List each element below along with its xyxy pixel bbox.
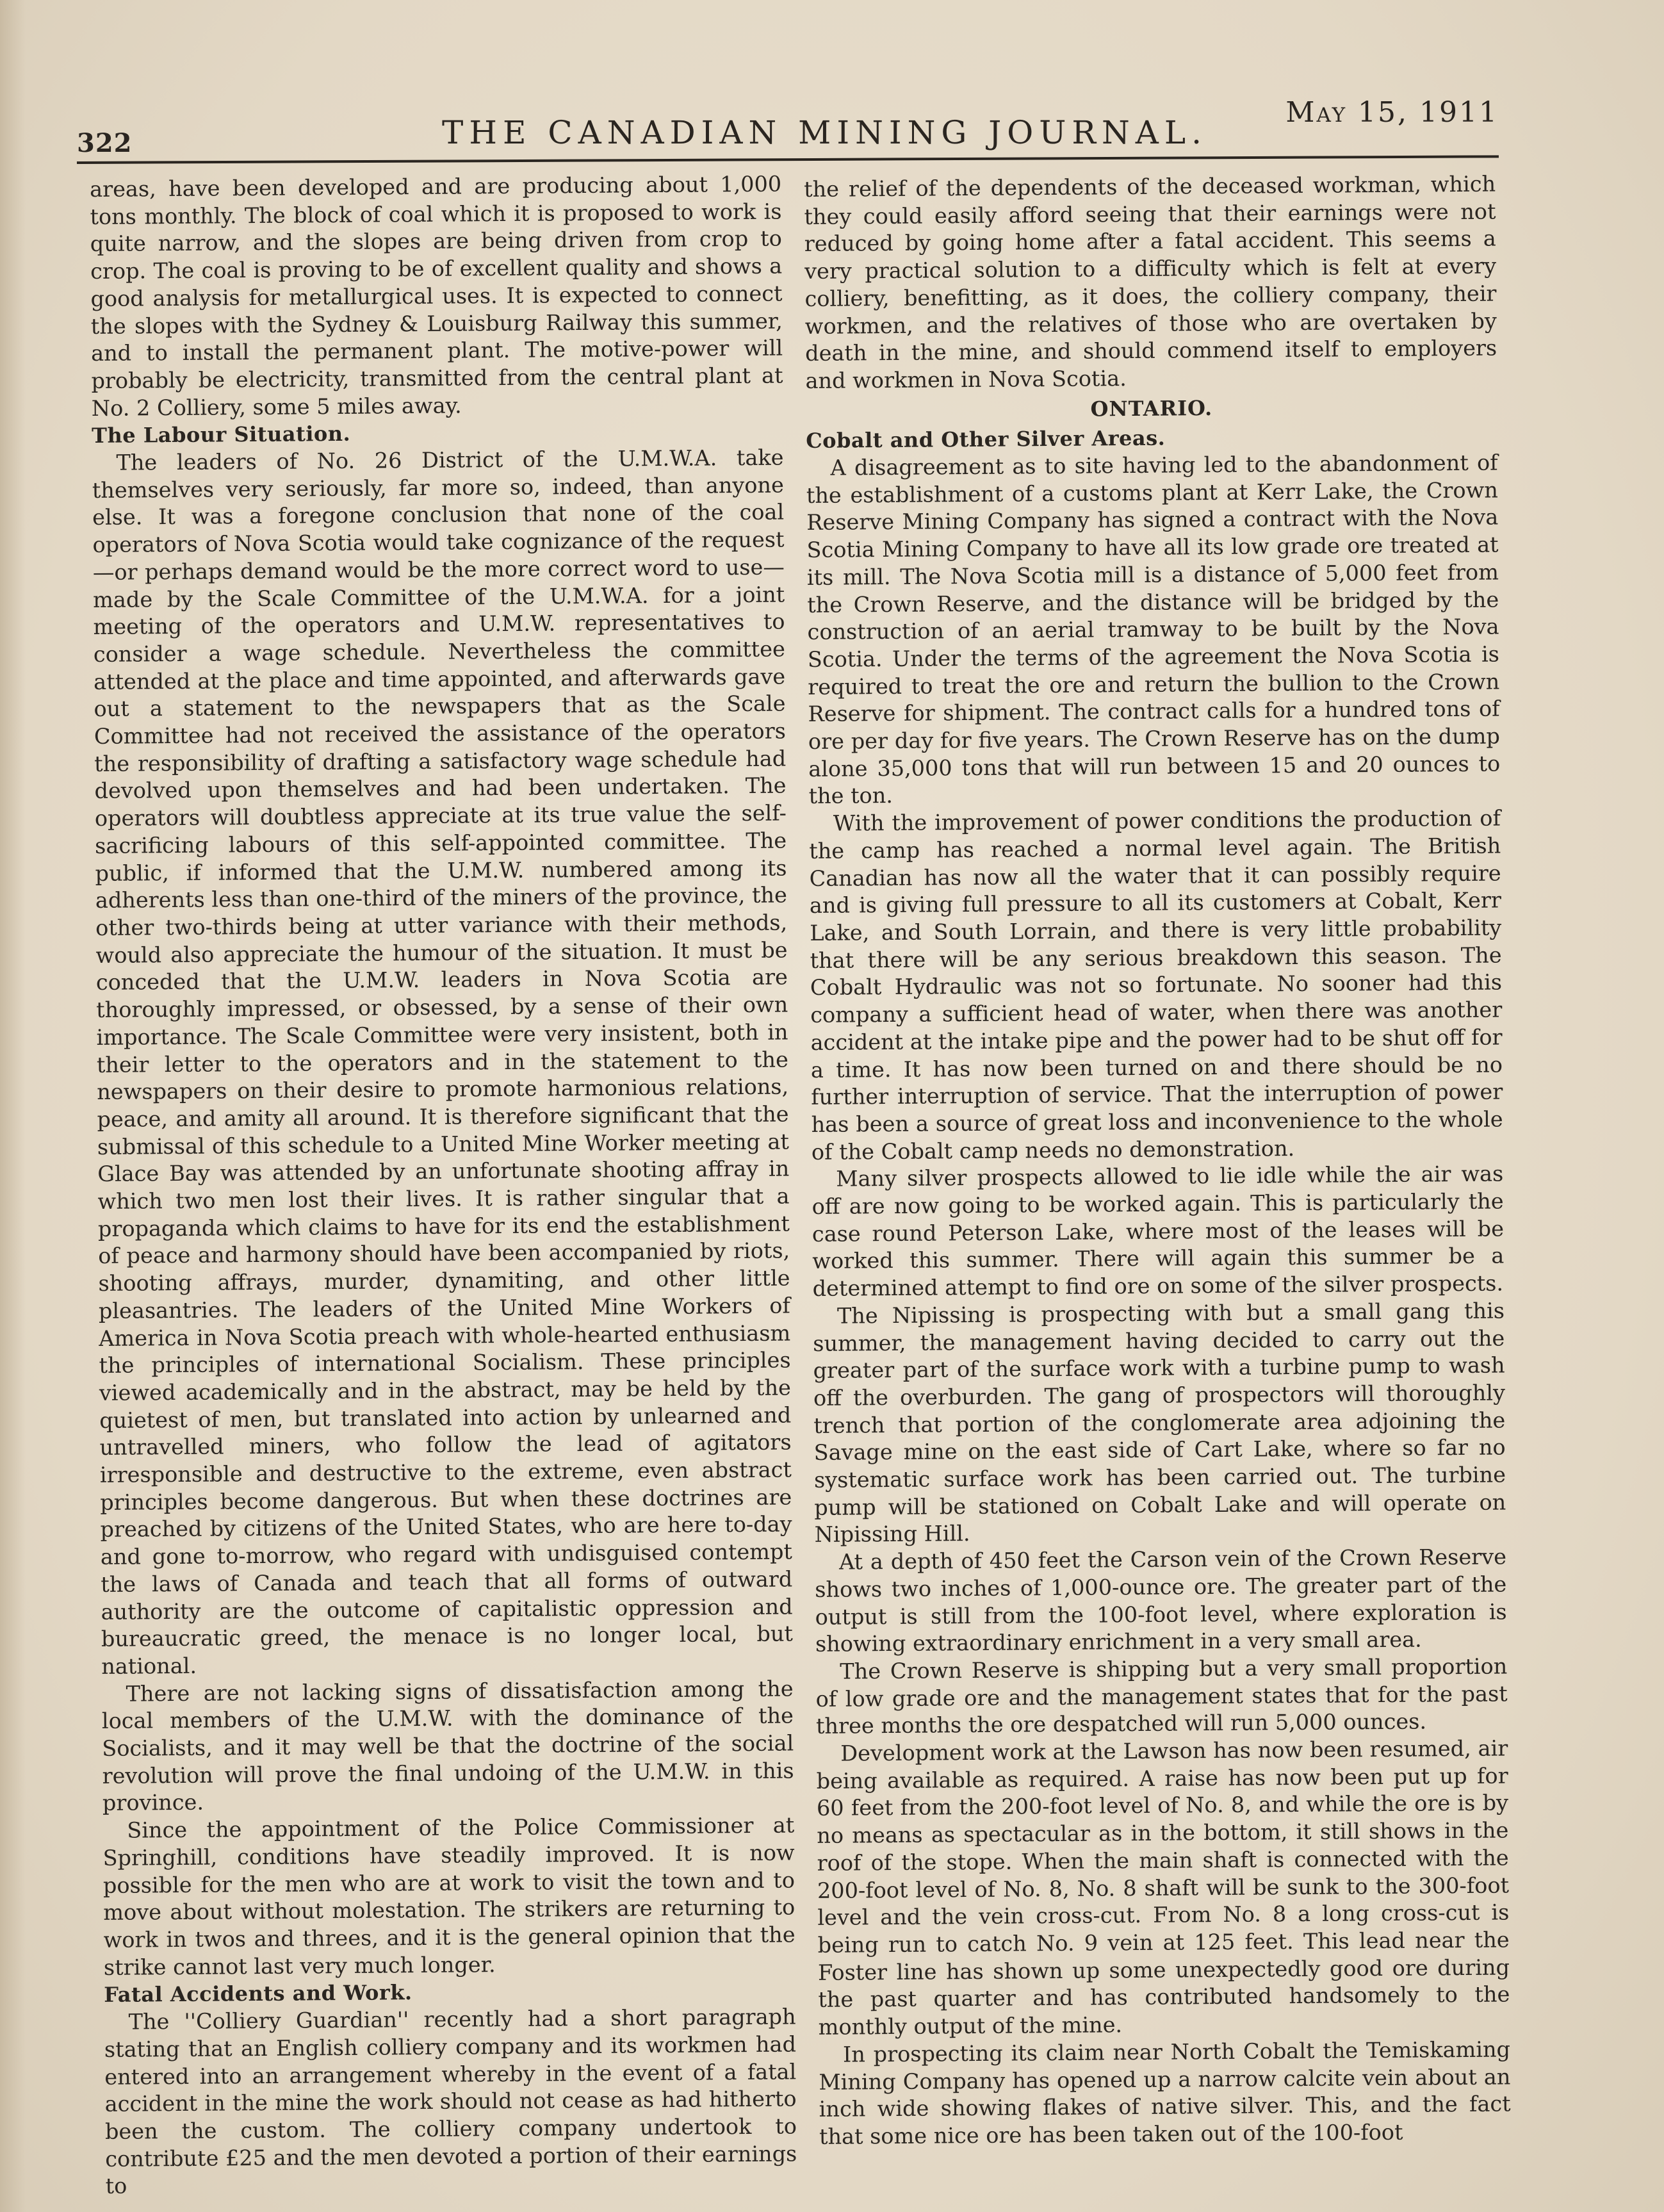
- heading-fatal-accidents: Fatal Accidents and Work.: [104, 1980, 412, 2008]
- right-paragraph-7: The Crown Reserve is shipping but a very small proportion of low grade ore and the management states that for the past three months the ore despatched will run 5,000 ounces.: [815, 1653, 1508, 1739]
- right-column: [804, 171, 1511, 2149]
- section-ontario: ONTARIO.: [1090, 395, 1213, 422]
- right-paragraph-3: With the improvement of power conditions the production of the camp has reached a normal level again. The British Canadian has now all the water that it can possibly require and is giving full pressure to all its customers at Cobalt, Kerr Lake, and South Lorrain, and there is very little probability that there will be any serious breakdown this season. The Cobalt Hydraulic was not so fortunate. No sooner had this company a sufficient head of water, when there was another accident at the intake pipe and the power had to be shut off for a time. It has now been turned on and there should be no further interruption of service. That the interruption of power has been a source of great loss and inconvenience to the whole of the Cobalt camp needs no demonstration.: [809, 805, 1503, 1165]
- right-paragraph-4: Many silver prospects allowed to lie idle while the air was off are now going to be worked again. This is particularly the case round Peterson Lake, where most of the leases will be worked this summer. There will again this summer be a determined attempt to find ore on some of the silver prospects.: [812, 1161, 1505, 1302]
- left-column: [90, 171, 797, 2199]
- page-number: 322: [77, 128, 133, 158]
- right-paragraph-1: the relief of the dependents of the deceased workman, which they could easily afford seeing that their earnings were not reduced by going home after a fatal accident. This seems a very practical solution to a difficulty which is felt at every colliery, benefitting, as it does, the colliery company, their workmen, and the relatives of those who are overtaken by death in the mine, and should commend itself to employers and workmen in Nova Scotia.: [804, 171, 1497, 393]
- left-paragraph-4: Since the appointment of the Police Commissioner at Springhill, conditions have steadily improved. It is now possible for the men who are at work to visit the town and to move about without molestation. The strikers are returning to work in twos and threes, and it is the general opinion that the strike cannot last very much longer.: [102, 1812, 795, 1980]
- binding-shadow: [0, 0, 26, 2212]
- left-paragraph-3: There are not lacking signs of dissatisfaction among the local members of the U.M.W. with the dominance of the Socialists, and it may well be that the doctrine of the social revolution will prove the final undoing of the U.M.W. in this province.: [101, 1676, 794, 1816]
- journal-title: THE CANADIAN MINING JOURNAL.: [442, 114, 1207, 151]
- left-paragraph-1: areas, have been developed and are producing about 1,000 tons monthly. The block of coal which it is proposed to work is quite narrow, and the slopes are being driven from crop to crop. The coal is proving to be of excellent quality and shows a good analysis for metallurgical uses. It is expected to connect the slopes with the Sydney & Louisburg Railway this summer, and to install the permanent plant. The motive-power will probably be electricity, transmitted from the central plant at No. 2 Colliery, some 5 miles away.: [90, 171, 783, 421]
- left-paragraph-2: The leaders of No. 26 District of the U.M.W.A. take themselves very seriously, far more so, indeed, than anyone else. It was a foregone conclusion that none of the coal operators of Nova Scotia would take cognizance of the request—or perhaps demand would be the more correct word to use—made by the Scale Committee of the U.M.W.A. for a joint meeting of the operators and U.M.W. representatives to consider a wage schedule. Nevertheless the committee attended at the place and time appointed, and afterwards gave out a statement to the newspapers that as the Scale Committee had not received the assistance of the operators the responsibility of drafting a satisfactory wage schedule had devolved upon themselves and had been undertaken. The operators will doubtless appreciate at its true value the self-sacrificing labours of this self-appointed committee. The public, if informed that the U.M.W. numbered among its adherents less than one-third of the miners of the province, the other two-thirds being at utter variance with their methods, would also appreciate the humour of the situation. It must be conceded that the U.M.W. leaders in Nova Scotia are thoroughly impressed, or obsessed, by a sense of their own importance. The Scale Committee were very insistent, both in their letter to the operators and in the statement to the newspapers on their desire to promote harmonious relations, peace, and amity all around. It is therefore significant that the submissal of this schedule to a United Mine Worker meeting at Glace Bay was attended by an unfortunate shooting affray in which two men lost their lives. It is rather singular that a propaganda which claims to have for its end the establishment of peace and harmony should have been accompanied by riots, shooting affrays, murder, dynamiting, and other little pleasantries. The leaders of the United Mine Workers of America in Nova Scotia preach with whole-hearted enthusiasm the principles of international Socialism. These principles viewed academically and in the abstract, may be held by the quietest of men, but translated into action by unlearned and untravelled miners, who follow the lead of agitators irresponsible and destructive to the extreme, even abstract principles become dangerous. But when these doctrines are preached by citizens of the United States, who are here to-day and gone to-morrow, who regard with undisguised contempt the laws of Canada and teach that all forms of outward authority are the outcome of capitalistic oppression and bureaucratic greed, the menace is no longer local, but national.: [92, 445, 794, 1679]
- right-paragraph-2: A disagreement as to site having led to the abandonment of the establishment of a customs plant at Kerr Lake, the Crown Reserve Mining Company has signed a contract with the Nova Scotia Mining Company to have all its low grade ore treated at its mill. The Nova Scotia mill is a distance of 5,000 feet from the Crown Reserve, and the distance will be bridged by the construction of an aerial tramway to be built by the Nova Scotia. Under the terms of the agreement the Nova Scotia is required to treat the ore and return the bullion to the Crown Reserve for shipment. The contract calls for a hundred tons of ore per day for five years. The Crown Reserve has on the dump alone 35,000 tons that will run between 15 and 20 ounces to the ton.: [806, 450, 1501, 809]
- right-paragraph-6: At a depth of 450 feet the Carson vein of the Crown Reserve shows two inches of 1,000-ounce ore. The greater part of the output is still from the 100-foot level, where exploration is showing extraordinary enrichment in a very small area.: [815, 1544, 1507, 1657]
- page-header: [77, 96, 1499, 167]
- heading-cobalt-silver: Cobalt and Other Silver Areas.: [806, 425, 1166, 454]
- right-paragraph-8: Development work at the Lawson has now been resumed, air being available as required. A raise has now been put up for 60 feet from the 200-foot level of No. 8, and while the ore is by no means as spectacular as in the bottom, it still shows in the roof of the stope. When the main shaft is connected with the 200-foot level of No. 8, No. 8 shaft will be sunk to the 300-foot level and the vein cross-cut. From No. 8 a long cross-cut is being run to catch No. 9 vein at 125 feet. This lead near the Foster line has shown up some unexpectedly good ore during the past quarter and has contributed handsomely to the monthly output of the mine.: [816, 1735, 1510, 2040]
- issue-date: May 15, 1911: [1285, 96, 1499, 129]
- heading-labour-situation: The Labour Situation.: [92, 422, 351, 448]
- right-paragraph-5: The Nipissing is prospecting with but a small gang this summer, the management having decided to carry out the greater part of the surface work with a turbine pump to wash off the overburden. The gang of prospectors will thoroughly trench that portion of the conglomerate area adjoining the Savage mine on the east side of Cart Lake, where so far no systematic surface work has been carried out. The turbine pump will be stationed on Cobalt Lake and will operate on Nipissing Hill.: [813, 1298, 1506, 1548]
- header-rule: [77, 155, 1499, 164]
- left-paragraph-5: The ''Colliery Guardian'' recently had a short paragraph stating that an English colliery company and its workmen had entered into an arrangement whereby in the event of a fatal accident in the mine the work should not cease as had hitherto been the custom. The colliery company undertook to contribute £25 and the men devoted a portion of their earnings to: [104, 2004, 797, 2199]
- right-paragraph-9: In prospecting its claim near North Cobalt the Temiskaming Mining Company has opened up a narrow calcite vein about an inch wide showing flakes of native silver. This, and the fact that some nice ore has been taken out of the 100-foot: [819, 2036, 1511, 2149]
